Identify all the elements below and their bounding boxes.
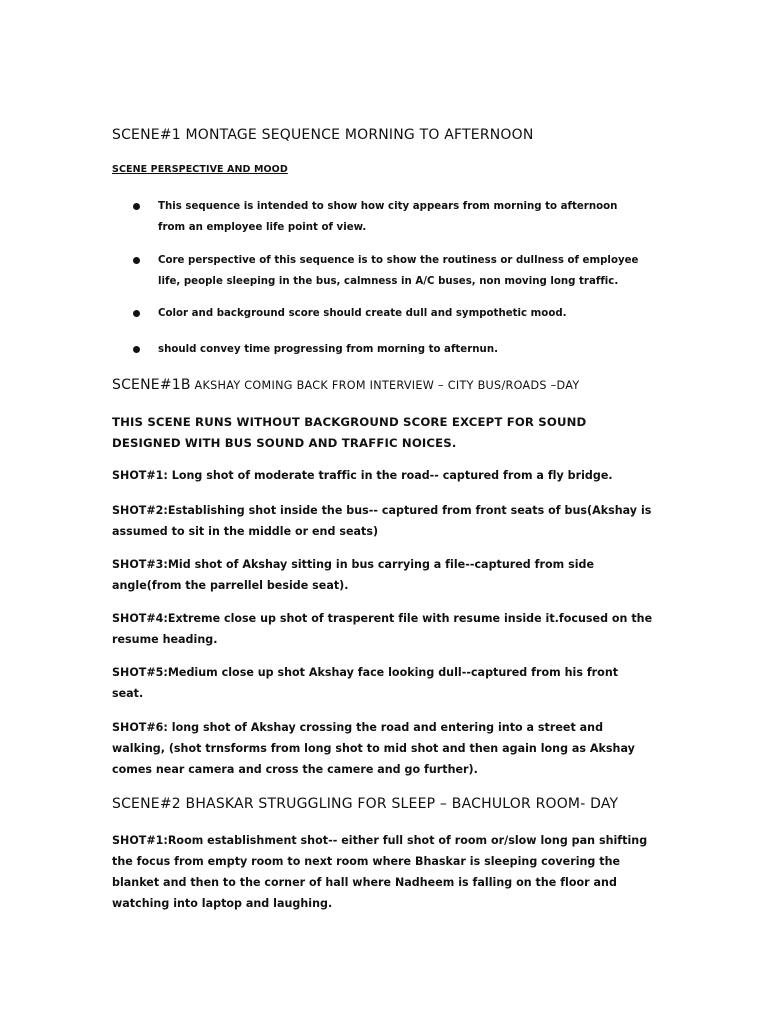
scene-1-title: SCENE#1 MONTAGE SEQUENCE MORNING TO AFTERNOON [112,127,534,143]
scene-1-bullet-item: This sequence is intended to show how city appears from morning to afternoon from an employee life point of view. [158,201,618,233]
scene-1b-shot-5: SHOT#5:Medium close up shot Akshay face looking dull--captured from his front seat. [112,666,619,700]
scene-1-bullet-item: Color and background score should create dull and sympothetic mood. [158,308,567,319]
scene-1b-shot-1: SHOT#1: Long shot of moderate traffic in the road-- captured from a fly bridge. [112,469,613,482]
scene-1b-shot-3: SHOT#3:Mid shot of Akshay sitting in bus carrying a file--captured from side angle(from the parrellel beside seat). [112,558,595,592]
scene-1-bullet-item: Core perspective of this sequence is to show the routiness or dullness of employee life, people sleeping in the bus, calmness in A/C buses, non moving long traffic. [158,255,639,287]
bullet-marker [133,203,140,210]
scene-1b-title-rest: AKSHAY COMING BACK FROM INTERVIEW – CITY BUS/ROADS –DAY [190,379,580,392]
scene-1b-title-prefix: SCENE#1B [112,377,191,393]
scene-2-shot-1: SHOT#1:Room establishment shot-- either full shot of room or/slow long pan shifting the focus from empty room to next room where Bhaskar is sleeping covering the blanket and then to the corner of hall where Nadheem is falling on the floor and watching into laptop and laughing. [112,834,648,910]
scene-2-title: SCENE#2 BHASKAR STRUGGLING FOR SLEEP – BACHULOR ROOM- DAY [112,796,619,812]
bullet-marker [133,346,140,353]
scene-1-subheading: SCENE PERSPECTIVE AND MOOD [112,164,288,175]
bullet-marker [133,310,140,317]
scene-1b-shot-4: SHOT#4:Extreme close up shot of trasperent file with resume inside it.focused on the resume heading. [112,612,653,646]
scene-1b-shot-6: SHOT#6: long shot of Akshay crossing the road and entering into a street and walking, (shot trnsforms from long shot to mid shot and then again long as Akshay comes near camera and cross the camere and go further). [112,721,635,776]
scene-1b-shot-2: SHOT#2:Establishing shot inside the bus-- captured from front seats of bus(Akshay is assumed to sit in the middle or end seats) [112,504,652,538]
scene-1b-intro: THIS SCENE RUNS WITHOUT BACKGROUND SCORE EXCEPT FOR SOUND DESIGNED WITH BUS SOUND AND TRAFFIC NOICES. [112,415,587,450]
scene-1b-title [112,377,672,393]
bullet-marker [133,257,140,264]
scene-1-bullet-item: should convey time progressing from morning to afternun. [158,344,498,355]
